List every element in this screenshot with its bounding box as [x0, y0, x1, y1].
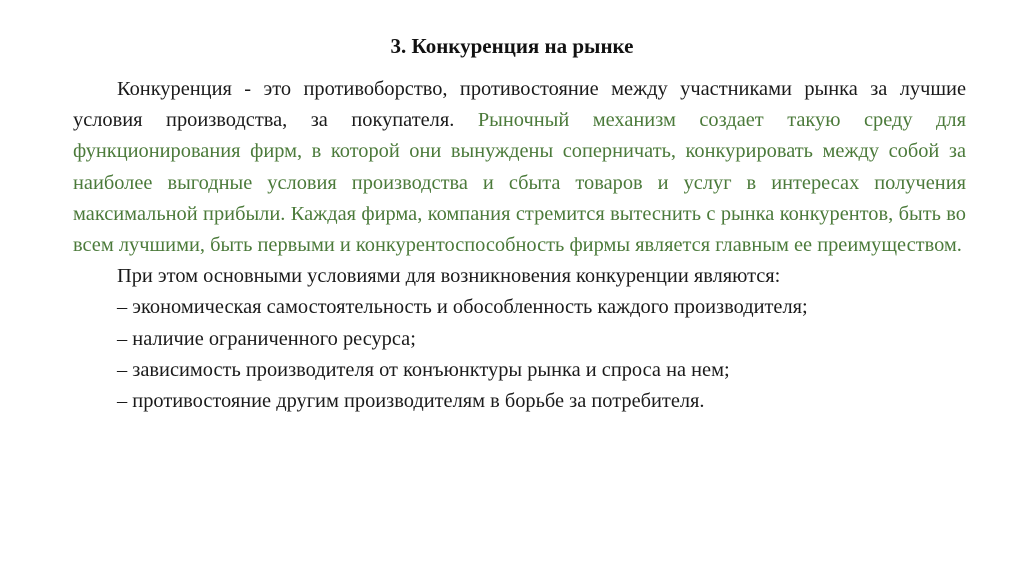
paragraph-definition-text: Конкуренция - это противоборство, противостояние между участниками рынка за лучшие условия производства, за покупателя. [73, 78, 966, 132]
paragraph-conditions-intro: При этом основными условиями для возникновения конкуренции являются: [117, 265, 781, 288]
slide-body [73, 74, 966, 417]
list-item-opposition-to-producers: – противостояние другим производителям в борьбе за потребителя. [117, 390, 705, 413]
list-item-limited-resource: – наличие ограниченного ресурса; [117, 327, 416, 350]
slide-title: 3. Конкуренция на рынке [390, 34, 634, 58]
paragraph-market-mechanism-text: Рыночный механизм создает такую среду для функционирования фирм, в которой они вынуждены соперничать, конкурировать между собой за наиболее выгодные условия производства и сбыта товаров и услуг в интересах получения максимальной прибыли. Каждая фирма, компания стремится вытеснить с рынка конкурентов, быть во всем лучшими, быть первыми и конкурентоспособность фирмы является главным ее преимуществом. [73, 109, 966, 257]
list-item-market-dependence: – зависимость производителя от конъюнктуры рынка и спроса на нем; [117, 358, 730, 381]
paragraph-definition [73, 74, 966, 261]
list-item-economic-independence: – экономическая самостоятельность и обособленность каждого производителя; [117, 296, 808, 319]
